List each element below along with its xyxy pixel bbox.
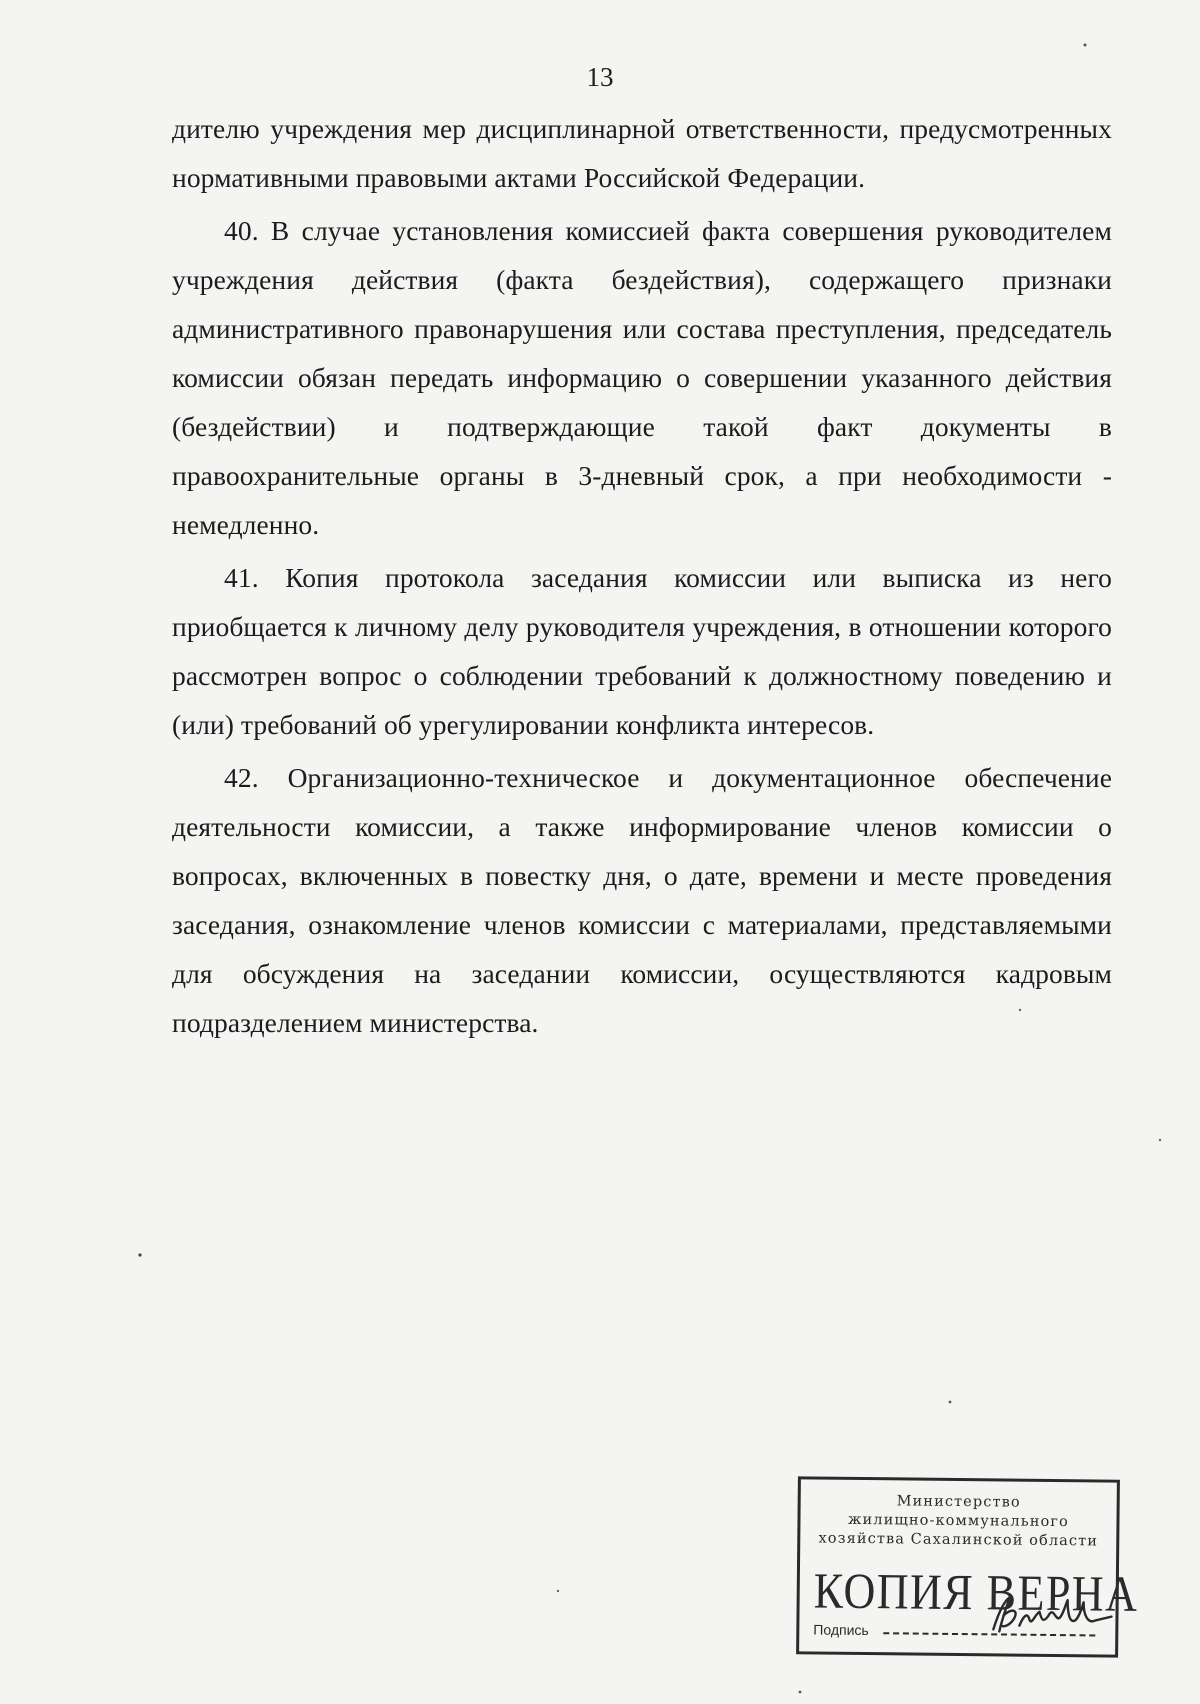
paragraph-continuation: дителю учреждения мер дисциплинарной ответственности, предусмотренных нормативными правовыми актами Российской Федерации. [172, 113, 1112, 193]
stamp-org-line-2: жилищно-коммунального [848, 1511, 1069, 1531]
paragraph-item-42: 42. Организационно-техническое и документационное обеспечение деятельности комиссии, а также информирование членов комиссии о вопросах, включенных в повестку дня, о дате, времени и месте проведения заседания, ознакомление членов комиссии с материалами, представляемыми для обсуждения на заседании комиссии, осуществляются кадровым подразделением министерства. [172, 762, 1112, 1038]
stamp-org-line-1: Министерство [896, 1493, 1021, 1511]
paragraph-item-40: 40. В случае установления комиссией факта совершения руководителем учреждения действия (факта бездействия), содержащего признаки административного правонарушения или состава преступления, председатель комиссии обязан передать информацию о совершении указанного действия (бездействии) и подтверждающие такой факт документы в правоохранительные органы в 3-дневный срок, а при необходимости - немедленно. [172, 215, 1112, 540]
stamp-title: КОПИЯ ВЕРНА [813, 1562, 1139, 1623]
stamp-org-line-3: хозяйства Сахалинской области [818, 1530, 1099, 1550]
page-number: 13 [586, 62, 614, 92]
paragraph-item-41: 41. Копия протокола заседания комиссии или выписка из него приобщается к личному делу руководителя учреждения, в отношении которого рассмотрен вопрос о соблюдении требований к должностному поведению и (или) требований об урегулировании конфликта интересов. [172, 562, 1112, 740]
stamp-signature-label: Подпись [813, 1621, 869, 1639]
certified-copy-stamp [796, 1476, 1139, 1657]
handwritten-signature [975, 1589, 1115, 1638]
document-body [172, 104, 1112, 1051]
